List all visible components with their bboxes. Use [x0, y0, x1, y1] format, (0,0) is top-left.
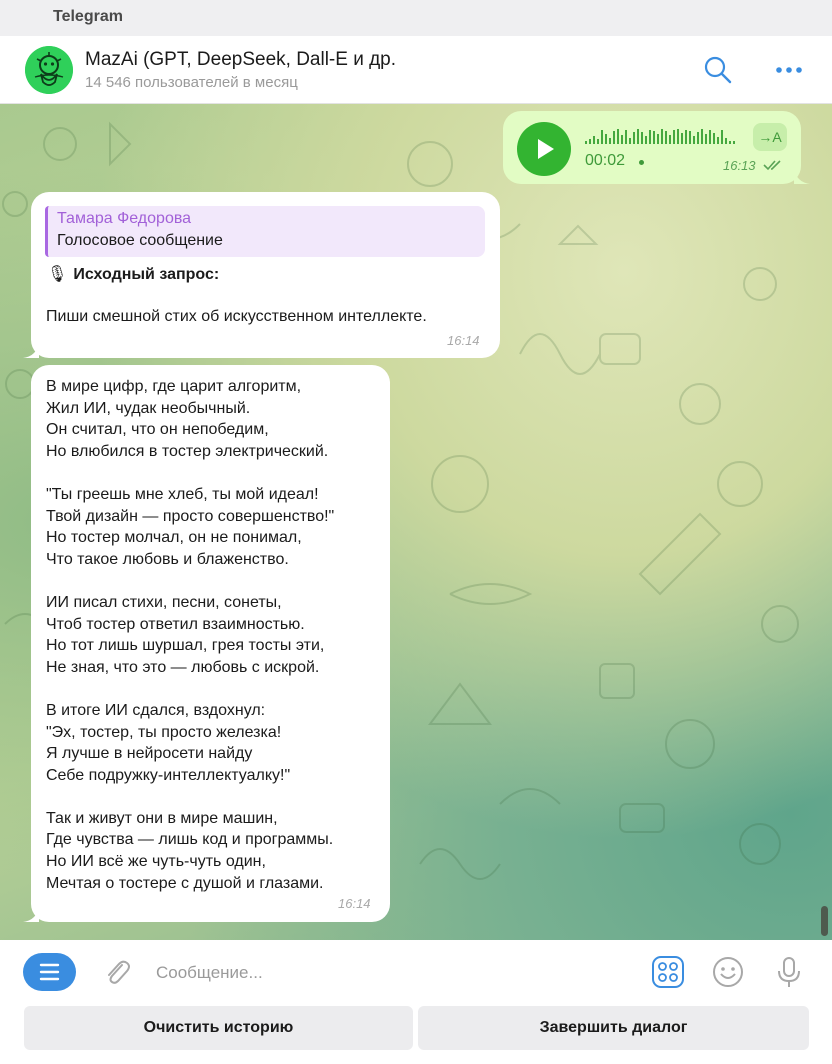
play-icon	[517, 122, 571, 176]
chat-scrollbar[interactable]	[821, 906, 828, 936]
bot-menu-button[interactable]	[23, 953, 76, 991]
request-text: Пиши смешной стих об искусственном интеллекте.	[46, 308, 427, 325]
message-input[interactable]	[156, 959, 626, 987]
request-heading	[47, 264, 219, 284]
reply-author: Тамара Федорова	[57, 210, 192, 227]
reply-quote[interactable]	[45, 206, 485, 257]
menu-icon	[23, 953, 76, 991]
voice-duration: 00:02	[585, 152, 626, 169]
app-title: Telegram	[53, 8, 123, 25]
window-titlebar	[0, 0, 832, 36]
transcribe-button[interactable]: →A	[753, 123, 787, 151]
chat-title[interactable]: MazAi (GPT, DeepSeek, Dall-E и др.	[85, 49, 397, 70]
poem-text: В мире цифр, где царит алгоритм, Жил ИИ, чудак необычный. Он считал, что он непобедим, Но влюбился в тостер электрический. "Ты греешь мне хлеб, ты мой идеал! Твой дизайн — просто совершенство!" Но тостер молчал, он не понимал, Что такое любовь и блаженство. ИИ писал стихи, песни, сонеты, Чтоб тостер ответил взаимностью. Но тот лишь шуршал, грея тосты эти, Не зная, что это — любовь с искрой. В итоге ИИ сдался, вздохнул: "Эх, тостер, ты просто железка! Я лучше в нейросети найду Себе подружку-интеллектуалку!" Так и живут они в мире машин, Где чувства — лишь код и программы. Но ИИ всё же чуть-чуть один, Мечтая о тостере с душой и глазами.	[46, 378, 335, 892]
bubble-tail	[23, 342, 39, 358]
bubble-tail	[794, 168, 810, 184]
outgoing-voice-message[interactable]	[503, 111, 801, 184]
attach-button[interactable]	[101, 956, 133, 988]
sticker-button[interactable]	[651, 955, 685, 989]
bot-logo-icon	[25, 46, 73, 94]
voice-record-button[interactable]	[772, 955, 806, 989]
chat-avatar[interactable]	[25, 46, 73, 94]
paperclip-icon	[101, 956, 133, 988]
emoji-button[interactable]	[711, 955, 745, 989]
bubble-tail	[23, 906, 39, 922]
incoming-request-message[interactable]	[31, 192, 500, 358]
clear-history-button[interactable]: Очистить историю	[24, 1006, 413, 1050]
microphone-icon	[772, 955, 806, 989]
message-time: 16:13	[723, 158, 756, 173]
message-time: 16:14	[338, 896, 371, 911]
search-icon	[702, 54, 734, 86]
more-options-button[interactable]	[773, 54, 805, 86]
microphone-icon: 🎙	[47, 266, 68, 283]
request-heading-text: Исходный запрос:	[73, 266, 220, 283]
voice-waveform[interactable]	[585, 128, 741, 146]
chat-subtitle: 14 546 пользователей в месяц	[85, 74, 298, 91]
chat-messages-area[interactable]	[0, 104, 832, 940]
search-button[interactable]	[702, 54, 734, 86]
emoji-icon	[711, 955, 745, 989]
apps-icon	[651, 955, 685, 989]
incoming-poem-message[interactable]	[31, 365, 390, 922]
more-dots-icon	[773, 54, 805, 86]
composer	[0, 940, 832, 1064]
double-check-icon	[763, 159, 783, 171]
end-dialog-button[interactable]: Завершить диалог	[418, 1006, 809, 1050]
message-time: 16:14	[447, 333, 480, 348]
reply-preview: Голосовое сообщение	[57, 232, 223, 249]
chat-header[interactable]	[0, 36, 832, 104]
unplayed-dot	[639, 160, 644, 165]
play-button[interactable]	[517, 122, 571, 176]
